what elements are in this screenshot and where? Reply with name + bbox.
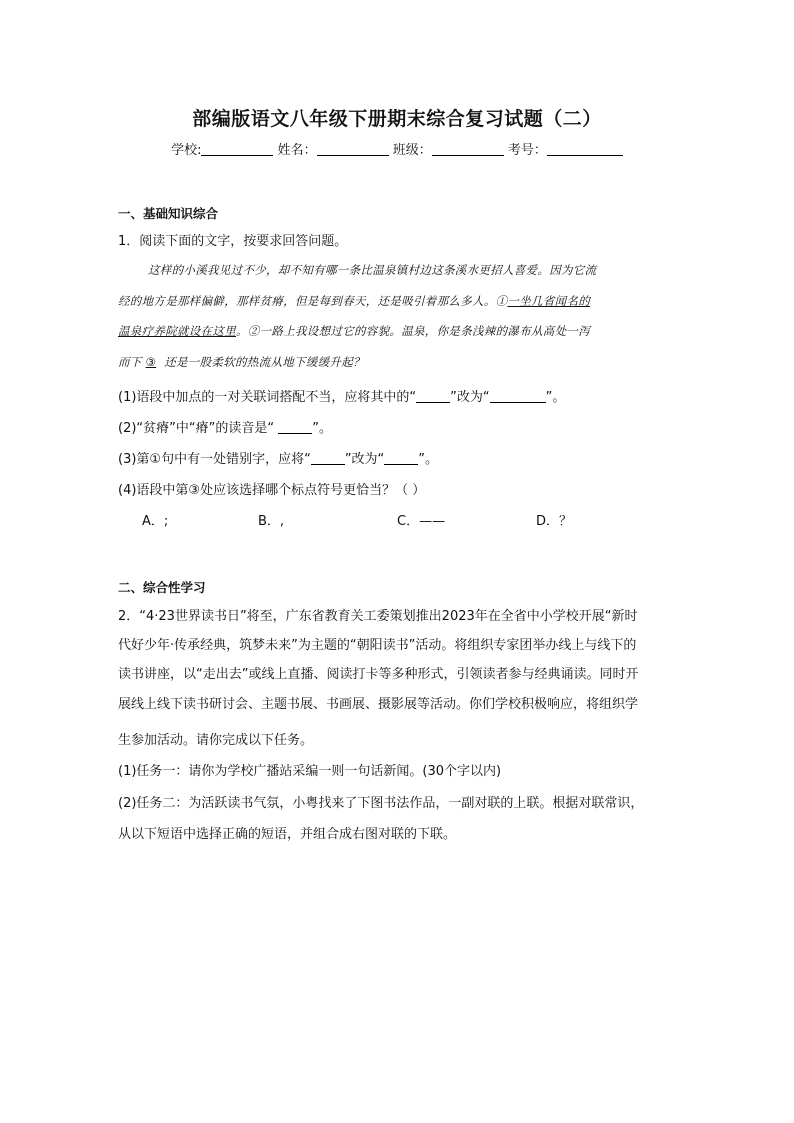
sub-question-1-b: ”改为“ [450,390,490,405]
question-2-line-3: 读书讲座，以“走出去”或线上直播、阅读打卡等多种形式，引领读者参与经典诵读。同时开 [118,667,639,682]
answer-blank-1a[interactable] [416,389,450,403]
passage-line-3-text: 。②一路上我设想过它的容貌。温泉，你是条浅辣的瀑布从高处一泻 [236,324,590,338]
sub-question-1-a: (1)语段中加点的一对关联词搭配不当，应将其中的“ [118,390,417,405]
class-blank[interactable] [432,142,504,156]
underlined-sentence-1b: 温泉疗养院就设在这里 [118,324,236,338]
question-2-line-5: 生参加活动。请你完成以下任务。 [118,733,314,748]
option-c[interactable]: C．—— [397,514,446,529]
sub-question-2 [118,417,332,436]
passage-line-2-text: 经的地方是那样偏僻，那样贫瘠，但是每到春天，还是吸引着那么多人。 [118,294,496,308]
option-d[interactable]: D．？ [536,514,573,529]
sub-question-3-b: ”改为“ [344,452,385,467]
name-blank[interactable] [317,142,389,156]
task-1: (1)任务一：请你为学校广播站采编一则一句话新闻。(30个字以内) [118,764,502,779]
school-blank[interactable] [201,142,273,156]
sub-question-3 [118,448,438,467]
passage-line-2 [118,293,590,309]
exam-no-blank[interactable] [547,142,623,156]
option-b[interactable]: B．, [258,514,285,529]
sub-question-4: (4)语段中第③处应该选择哪个标点符号更恰当？（ ） [118,483,426,498]
option-a[interactable]: A．; [142,514,169,529]
student-info-row [0,139,794,158]
passage-line-4-start: 而下 [118,355,142,369]
passage-line-4-end: 还是一股柔软的热流从地下缓缓升起？ [164,355,365,369]
question-2-line-2: 代好少年·传承经典，筑梦未来”为主题的“朝阳读书”活动。将组织专家团举办线上与线下的 [118,638,637,653]
page-title: 部编版语文八年级下册期末综合复习试题（二） [192,108,602,130]
answer-blank-3a[interactable] [311,451,345,465]
task-2-line-1: (2)任务二：为活跃读书气氛，小粤找来了下图书法作品，一副对联的上联。根据对联常识， [118,796,644,811]
section-2-heading: 二、综合性学习 [118,580,206,595]
sub-question-1 [118,386,565,405]
exam-no-label: 考号： [507,143,547,158]
question-2-line-1: 2．“4·23世界读书日”将至，广东省教育关工委策划推出2023年在全省中小学校开展“新时 [118,609,638,624]
class-label: 班级： [392,143,432,158]
section-1-heading: 一、基础知识综合 [118,206,219,221]
sub-question-1-c: ”。 [545,390,566,405]
task-2-line-2: 从以下短语中选择正确的短语，并组合成右图对联的下联。 [118,827,457,842]
name-label: 姓名： [277,143,317,158]
sub-question-2-b: ”。 [312,421,332,436]
answer-blank-2[interactable] [278,420,312,434]
question-2-line-4: 展线上线下读书研讨会、主题书展、书画展、摄影展等活动。你们学校积极响应，将组织学 [118,697,639,712]
passage-line-4 [118,354,365,370]
sub-question-3-c: ”。 [418,452,439,467]
school-label: 学校: [171,143,202,158]
answer-blank-3b[interactable] [384,451,418,465]
sentence-1-marker: ① [495,294,508,308]
question-1-stem: 1．阅读下面的文字，按要求回答问题。 [118,234,348,249]
sub-question-3-a: (3)第①句中有一处错别字，应将“ [118,452,311,467]
underlined-sentence-1a: 一坐几省闻名的 [507,294,591,308]
punctuation-blank-3[interactable]: ③ [145,355,157,369]
answer-blank-1b[interactable] [490,389,546,403]
passage-line-3 [118,323,590,339]
sub-question-2-a: (2)“贫瘠”中“瘠”的读音是“ [118,421,279,436]
passage-line-1: 这样的小溪我见过不少，却不知有哪一条比温泉镇村边这条溪水更招人喜爱。因为它流 [148,263,597,277]
